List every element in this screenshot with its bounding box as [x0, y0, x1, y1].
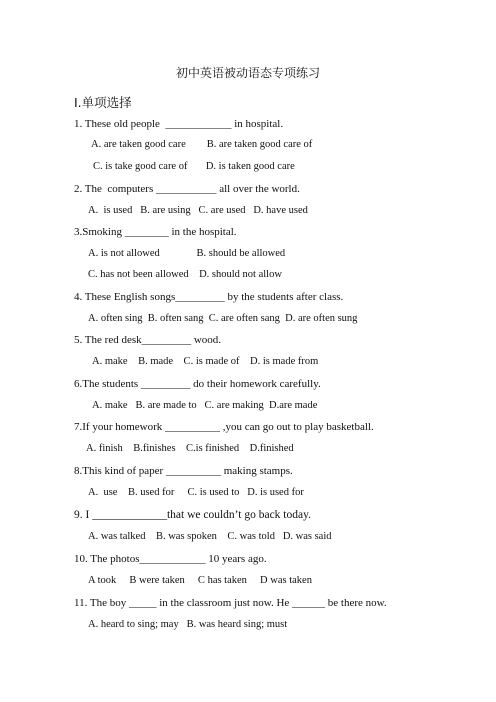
answer-options: C. has not been allowed D. should not allow [88, 269, 282, 280]
answer-options: A. use B. used for C. is used to D. is used for [88, 487, 304, 498]
section-heading: I.单项选择 [74, 95, 132, 110]
question-text: 11. The boy _____ in the classroom just now. He ______ be there now. [74, 597, 387, 609]
answer-options: A. make B. made C. is made of D. is made from [92, 356, 319, 367]
question-text: 5. The red desk_________ wood. [74, 334, 222, 346]
question-text: 1. These old people ____________ in hospital. [74, 118, 284, 130]
question-text: 2. The computers ___________ all over the world. [74, 183, 300, 195]
answer-options: A. finish B.finishes C.is finished D.finished [86, 443, 294, 454]
answer-options: C. is take good care of D. is taken good care [93, 161, 295, 172]
question-text: 8.This kind of paper __________ making stamps. [74, 465, 293, 477]
answer-options: A. is used B. are using C. are used D. have used [88, 205, 308, 216]
question-text: 3.Smoking ________ in the hospital. [74, 226, 237, 238]
answer-options: A. is not allowed B. should be allowed [88, 248, 286, 259]
question-text: 7.If your homework __________ ,you can go out to play basketball. [74, 421, 374, 433]
question-text: 4. These English songs_________ by the students after class. [74, 291, 344, 303]
answer-options: A. was talked B. was spoken C. was told D. was said [88, 531, 332, 542]
answer-options: A. heard to sing; may B. was heard sing; must [88, 619, 288, 630]
answer-options: A. are taken good care B. are taken good care of [91, 139, 313, 150]
page-title: 初中英语被动语态专项练习 [175, 66, 320, 80]
question-text: 10. The photos____________ 10 years ago. [74, 553, 267, 565]
answer-options: A took B were taken C has taken D was taken [88, 575, 312, 586]
answer-options: A. make B. are made to C. are making D.are made [92, 400, 318, 411]
question-text: 6.The students _________ do their homework carefully. [74, 378, 321, 390]
question-text: 9. I _____________that we couldn’t go back today. [74, 509, 311, 521]
answer-options: A. often sing B. often sang C. are often sang D. are often sung [88, 313, 358, 324]
